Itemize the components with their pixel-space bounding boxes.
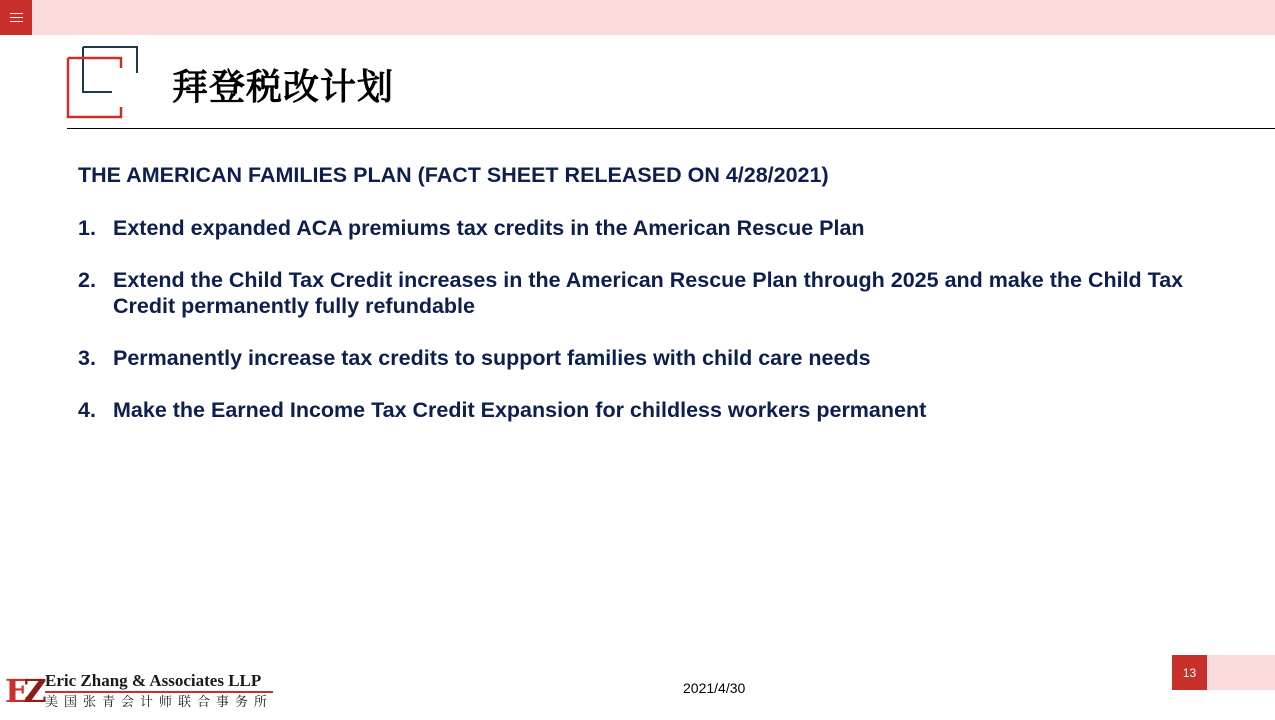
list-text: Permanently increase tax credits to support families with child care needs: [113, 346, 871, 370]
list-text: Make the Earned Income Tax Credit Expansion for childless workers permanent: [113, 398, 927, 422]
slide-date: 2021/4/30: [683, 680, 746, 696]
hamburger-icon-line: [10, 13, 23, 14]
menu-button[interactable]: [0, 0, 32, 35]
slide-content: [78, 161, 1218, 449]
section-heading: THE AMERICAN FAMILIES PLAN (FACT SHEET RELEASED ON 4/28/2021): [78, 163, 829, 187]
page-number-tab: [1207, 655, 1275, 690]
list-text: Extend the Child Tax Credit increases in the American Rescue Plan through 2025 and make the Child Tax Credit permanently fully refundable: [113, 268, 1184, 318]
page-number: 13: [1172, 655, 1207, 690]
list-item: [78, 215, 1218, 241]
list-item: [78, 345, 1218, 371]
list-number: 3.: [78, 346, 96, 370]
hamburger-icon-line: [10, 17, 23, 18]
logo-underline: [45, 691, 273, 693]
company-name-chinese: 美国张青会计师联合事务所: [45, 694, 274, 709]
list-number: 4.: [78, 398, 96, 422]
company-logo: [5, 671, 275, 713]
logo-letter-z: Z: [23, 672, 41, 710]
title-bracket-icon: [66, 43, 140, 119]
logo-letter-e: E: [5, 672, 24, 710]
list-text: Extend expanded ACA premiums tax credits in the American Rescue Plan: [113, 216, 865, 240]
top-bar: [0, 0, 1275, 35]
logo-mark: [5, 673, 41, 709]
list-item: [78, 267, 1218, 319]
list-number: 1.: [78, 216, 96, 240]
hamburger-icon-line: [10, 21, 23, 22]
title-divider: [67, 128, 1275, 129]
list-number: 2.: [78, 268, 96, 292]
list-item: [78, 397, 1218, 423]
slide-title: 拜登税改计划: [172, 67, 395, 108]
company-name: Eric Zhang & Associates LLP: [45, 671, 262, 690]
